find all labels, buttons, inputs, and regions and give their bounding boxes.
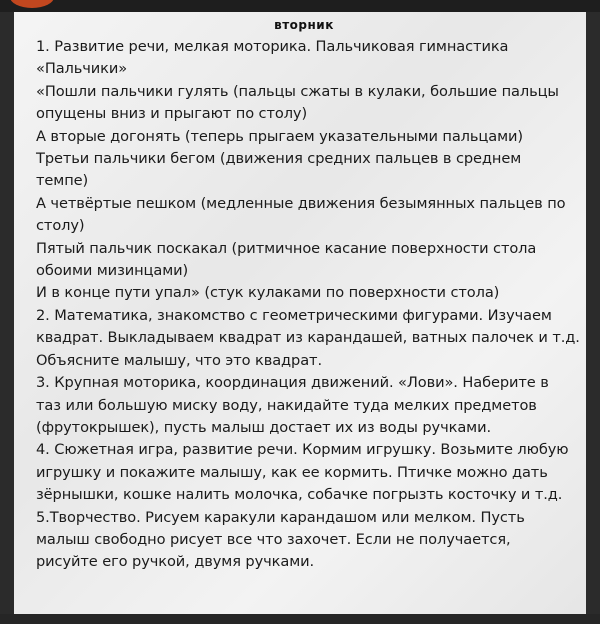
day-heading: вторник — [274, 18, 334, 32]
text-line: А вторые догонять (теперь прыгаем указательными пальцами) — [36, 127, 523, 145]
text-line: 1. Развитие речи, мелкая моторика. Пальчиковая гимнастика — [36, 38, 509, 55]
text-line: зёрнышки, кошке налить молочка, собачке погрызть косточку и т.д. — [36, 486, 563, 504]
text-line: малыш свободно рисует все что захочет. Если не получается, — [36, 530, 511, 548]
text-line: игрушку и покажите малышу, как ее кормить. Птичке можно дать — [36, 463, 548, 481]
text-line: Пятый пальчик поскакал (ритмичное касание поверхности стола — [36, 239, 537, 257]
document-body — [36, 36, 580, 574]
text-line: «Пальчики» — [36, 60, 128, 78]
text-line: А четвёртые пешком (медленные движения безымянных пальцев по — [36, 194, 566, 212]
text-line: (фрутокрышек), пусть малыш достает их из воды ручками. — [36, 418, 492, 436]
bottom-frame-bar — [0, 614, 600, 624]
text-line: 5.Творчество. Рисуем каракули карандашом или мелком. Пусть — [36, 508, 525, 526]
text-line: квадрат. Выкладываем квадрат из карандашей, ватных палочек и т.д. — [36, 329, 580, 347]
text-line: таз или большую миску воду, накидайте туда мелких предметов — [36, 396, 537, 414]
text-line: 4. Сюжетная игра, развитие речи. Кормим игрушку. Возьмите любую — [36, 441, 569, 459]
text-line: 3. Крупная моторика, координация движений. «Лови». Наберите в — [36, 374, 549, 392]
top-frame-bar — [0, 0, 600, 12]
document-page — [14, 12, 586, 614]
text-line: Объясните малышу, что это квадрат. — [36, 351, 322, 369]
text-line: «Пошли пальчики гулять (пальцы сжаты в кулаки, большие пальцы — [36, 82, 559, 100]
text-line: обоими мизинцами) — [36, 262, 189, 280]
text-line: столу) — [36, 217, 85, 235]
text-line: 2. Математика, знакомство с геометрическими фигурами. Изучаем — [36, 306, 552, 324]
text-line: темпе) — [36, 172, 89, 190]
text-line: Третьи пальчики бегом (движения средних пальцев в среднем — [36, 150, 522, 168]
text-line: И в конце пути упал» (стук кулаками по поверхности стола) — [36, 284, 500, 302]
text-line: рисуйте его ручкой, двумя ручками. — [36, 553, 315, 571]
text-line: опущены вниз и прыгают по столу) — [36, 105, 308, 123]
